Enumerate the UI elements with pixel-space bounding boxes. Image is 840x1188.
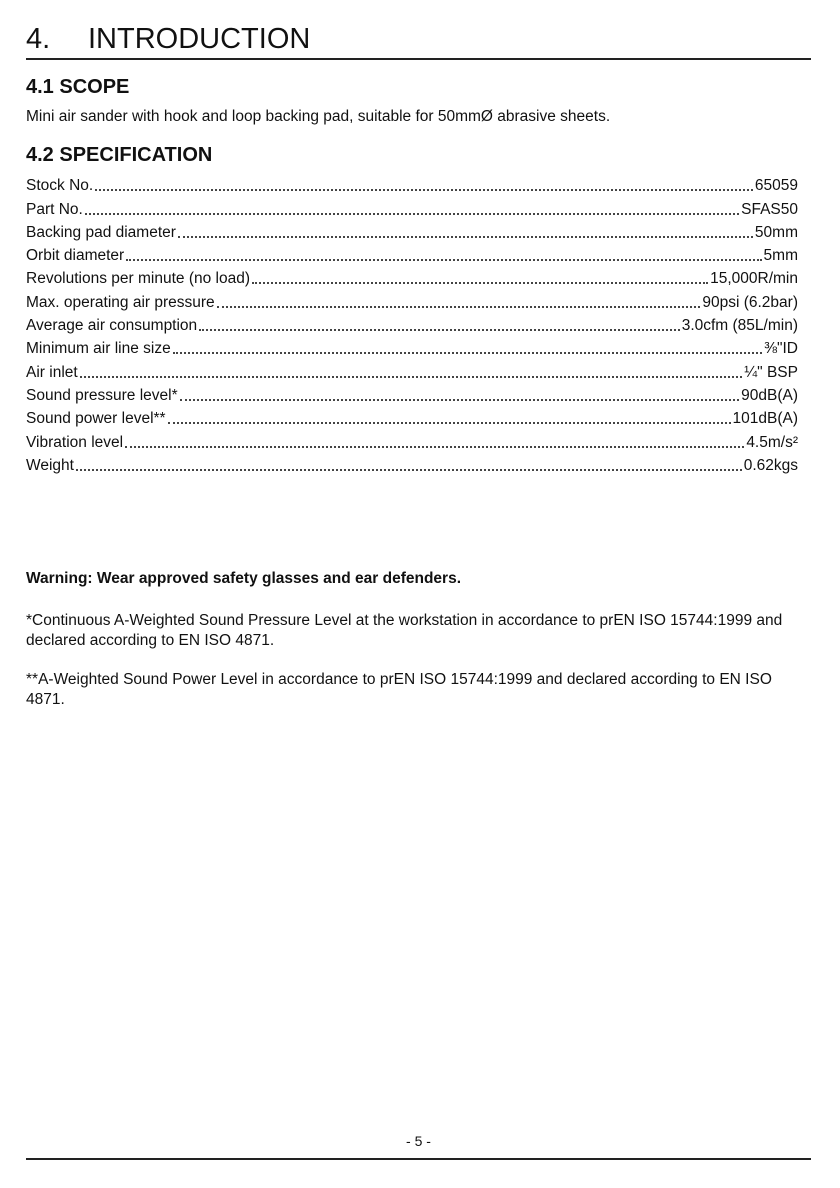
spec-value: 4.5m/s²: [746, 433, 798, 451]
spec-label: Minimum air line size: [26, 340, 171, 358]
dot-leader: [252, 282, 708, 284]
chapter-number: 4.: [26, 23, 51, 55]
spec-row-part-no: [26, 196, 798, 219]
spec-value: ⅜"ID: [764, 340, 798, 358]
spec-value: 0.62kgs: [743, 456, 798, 474]
spec-label: Backing pad diameter: [26, 223, 176, 241]
footnote-sound-pressure: *Continuous A-Weighted Sound Pressure Level at the workstation in accordance to prEN ISO 15744:1999 and declared according to EN ISO 4871.: [26, 612, 783, 649]
spec-value: 101dB(A): [732, 410, 798, 428]
dot-leader: [178, 236, 753, 238]
dot-leader: [199, 329, 680, 331]
spec-row-air-line-size: [26, 336, 798, 359]
spec-row-weight: [26, 453, 798, 476]
spec-label: Average air consumption: [26, 317, 198, 335]
spec-label: Vibration level: [26, 433, 124, 451]
spec-value: 5mm: [763, 247, 798, 265]
spec-value: 50mm: [754, 223, 798, 241]
spec-value: SFAS50: [741, 200, 798, 218]
dot-leader: [180, 399, 739, 401]
spec-row-air-inlet: [26, 359, 798, 382]
spec-row-stock-no: [26, 173, 798, 196]
spec-row-rpm: [26, 266, 798, 289]
dot-leader: [80, 376, 743, 378]
safety-warning: Warning: Wear approved safety glasses and ear defenders.: [26, 570, 462, 587]
manual-page: [26, 0, 811, 1188]
spec-label: Sound power level**: [26, 410, 166, 428]
dot-leader: [76, 469, 742, 471]
spec-label: Sound pressure level*: [26, 386, 178, 404]
footer-rule: [26, 1158, 811, 1160]
spec-label: Part No.: [26, 200, 83, 218]
dot-leader: [85, 213, 739, 215]
chapter-heading: [26, 20, 811, 60]
dot-leader: [168, 422, 731, 424]
spec-label: Air inlet: [26, 363, 78, 381]
spec-value: 65059: [754, 177, 798, 195]
dot-leader: [173, 352, 762, 354]
spec-label: Max. operating air pressure: [26, 293, 215, 311]
spec-label: Orbit diameter: [26, 247, 125, 265]
dot-leader: [95, 189, 753, 191]
specification-table: [26, 173, 798, 476]
spec-value: 3.0cfm (85L/min): [681, 317, 798, 335]
spec-label: Stock No.: [26, 177, 94, 195]
dot-leader: [125, 446, 744, 448]
dot-leader: [126, 259, 761, 261]
spec-row-max-air-pressure: [26, 289, 798, 312]
spec-row-sound-pressure: [26, 383, 798, 406]
page-number: - 5 -: [406, 1133, 431, 1149]
spec-value: 90psi (6.2bar): [702, 293, 798, 311]
spec-label: Weight: [26, 456, 74, 474]
dot-leader: [217, 306, 701, 308]
spec-row-orbit-diameter: [26, 243, 798, 266]
chapter-title: INTRODUCTION: [88, 23, 311, 55]
scope-text: Mini air sander with hook and loop backing pad, suitable for 50mmØ abrasive sheets.: [26, 108, 611, 125]
specification-heading: 4.2 SPECIFICATION: [26, 144, 213, 166]
spec-value: ¼" BSP: [744, 363, 798, 381]
spec-value: 90dB(A): [741, 386, 798, 404]
scope-heading: 4.1 SCOPE: [26, 76, 130, 98]
spec-row-air-consumption: [26, 313, 798, 336]
spec-label: Revolutions per minute (no load): [26, 270, 251, 288]
spec-row-vibration: [26, 429, 798, 452]
spec-row-backing-pad-diameter: [26, 220, 798, 243]
footnote-sound-power: **A-Weighted Sound Power Level in accordance to prEN ISO 15744:1999 and declared according to EN ISO 4871.: [26, 671, 772, 708]
spec-row-sound-power: [26, 406, 798, 429]
spec-value: 15,000R/min: [710, 270, 798, 288]
